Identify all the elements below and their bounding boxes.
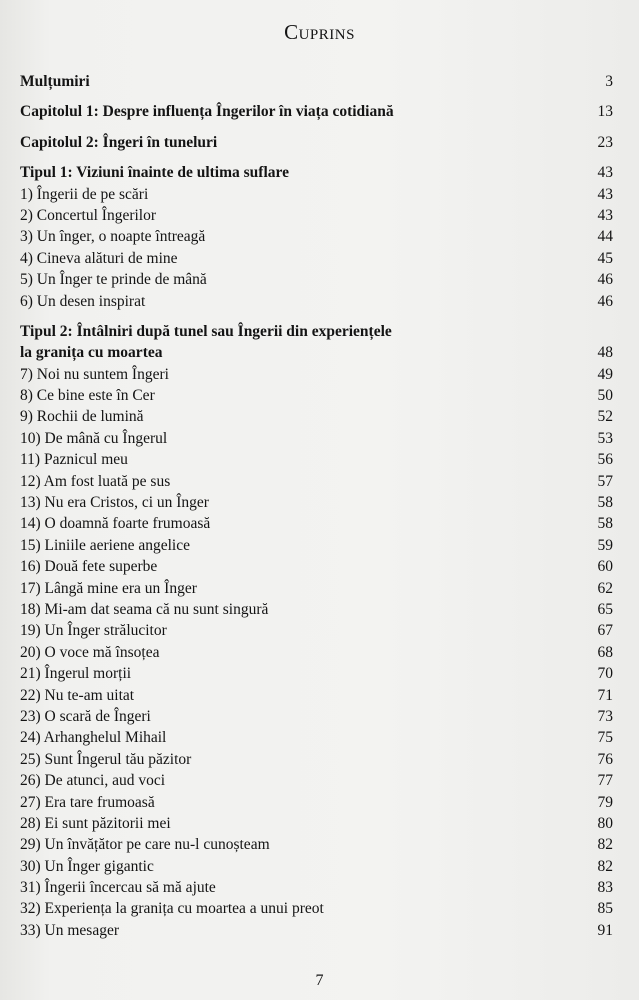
toc-entry	[20, 385, 613, 406]
toc-entry-title: Mulțumiri	[20, 73, 90, 90]
toc-entry	[20, 556, 613, 577]
toc-entry-title: 29) Un învățător pe care nu-l cunoșteam	[20, 836, 270, 854]
toc-entry-title: 22) Nu te-am uitat	[20, 686, 135, 704]
toc-entry	[20, 856, 613, 877]
toc-entry-page: 85	[597, 900, 613, 918]
toc-entry-page: 82	[597, 857, 613, 875]
toc-entry	[20, 535, 613, 556]
toc-entry	[20, 269, 613, 290]
toc-entry-page: 44	[597, 228, 613, 246]
toc-entry-title: 33) Un mesager	[20, 921, 119, 939]
toc-entry-title: 2) Concertul Îngerilor	[20, 206, 157, 224]
toc-entry-title: 18) Mi-am dat seama că nu sunt singură	[20, 600, 269, 618]
toc-entry-page: 65	[597, 600, 613, 618]
toc-entry	[20, 428, 613, 449]
toc-entry	[20, 71, 613, 92]
toc-entry-page: 56	[597, 451, 613, 469]
toc-entry-title: 25) Sunt Îngerul tău păzitor	[20, 750, 192, 768]
toc-entry-title: 26) De atunci, aud voci	[20, 772, 166, 790]
toc-entry-page: 79	[597, 793, 613, 811]
toc-entry-title: 31) Îngerii încercau să mă ajute	[20, 879, 216, 897]
toc-entry-page: 52	[597, 408, 613, 426]
toc-entry	[20, 184, 613, 205]
toc-entry-page: 13	[597, 103, 613, 121]
toc-entry-title: Capitolul 1: Despre influența Îngerilor în viața cotidiană	[20, 103, 394, 121]
toc-entry	[20, 813, 613, 834]
page-number: 7	[315, 972, 324, 989]
toc-entry-page: 23	[597, 133, 613, 151]
toc-entry-page: 43	[597, 206, 613, 224]
toc-entry	[20, 162, 613, 183]
toc-entry	[20, 920, 613, 941]
toc-entry-page: 76	[597, 750, 613, 768]
toc-entry	[20, 834, 613, 855]
toc-entry	[20, 642, 613, 663]
toc-entry-page: 62	[597, 579, 613, 597]
toc-entry-title: 28) Ei sunt păzitorii mei	[20, 814, 171, 832]
toc-entry-page: 73	[597, 707, 613, 725]
toc-entry-page: 60	[597, 558, 613, 576]
toc-entry-page: 57	[597, 472, 613, 490]
toc-entry	[20, 291, 613, 312]
toc-entry	[20, 101, 613, 122]
toc-entry	[20, 727, 613, 748]
toc-entry	[20, 471, 613, 492]
toc-entry-title: 4) Cineva alături de mine	[20, 249, 178, 267]
toc-entry	[20, 792, 613, 813]
toc-entry	[20, 132, 613, 153]
toc-entry-title: 1) Îngerii de pe scări	[20, 185, 149, 203]
toc-entry-page: 70	[597, 665, 613, 683]
toc-entry-page: 80	[597, 814, 613, 832]
toc-entry-page: 43	[597, 164, 613, 182]
toc-entry	[20, 877, 613, 898]
toc-entry-title: 3) Un înger, o noapte întreagă	[20, 228, 206, 246]
toc-entry-page: 43	[597, 185, 613, 203]
toc-entry-title: 30) Un Înger gigantic	[20, 857, 154, 875]
toc-entry-title: 6) Un desen inspirat	[20, 292, 146, 310]
toc-entry	[20, 898, 613, 919]
toc-entry-title: 17) Lângă mine era un Înger	[20, 579, 197, 597]
toc-entry	[20, 513, 613, 534]
toc-entry-page: 91	[597, 921, 613, 939]
toc-entry	[20, 620, 613, 641]
toc-entry	[20, 578, 613, 599]
toc-entry-page: 75	[597, 729, 613, 747]
toc-entry	[20, 749, 613, 770]
toc-entry-page: 83	[597, 879, 613, 897]
toc-entry-page: 71	[597, 686, 613, 704]
toc-entry-page: 59	[597, 536, 613, 554]
toc-entry	[20, 406, 613, 427]
toc-entry-page: 77	[597, 772, 613, 790]
toc-entry-page: 68	[597, 643, 613, 661]
toc-entry-title: 32) Experiența la granița cu moartea a unui preot	[20, 900, 324, 918]
toc-entry-page: 46	[597, 292, 613, 310]
toc-entry	[20, 685, 613, 706]
toc-entry	[20, 205, 613, 226]
toc-entry-page: 46	[597, 271, 613, 289]
toc-entry-title: Tipul 2: Întâlniri după tunel sau Îngerii din experiențele	[20, 322, 392, 340]
toc-entry-page: 53	[597, 429, 613, 447]
toc-entry	[20, 770, 613, 791]
toc-entry-title: 8) Ce bine este în Cer	[20, 387, 155, 405]
toc-entry-title: 13) Nu era Cristos, ci un Înger	[20, 494, 209, 512]
toc-entry-title: 23) O scară de Îngeri	[20, 707, 151, 725]
toc-entry-title: 5) Un Înger te prinde de mână	[20, 271, 207, 289]
toc-entry-title: Capitolul 2: Îngeri în tuneluri	[20, 133, 218, 151]
toc-entry	[20, 248, 613, 269]
toc-entry-title: 12) Am fost luată pe sus	[20, 472, 171, 490]
toc-entry	[20, 706, 613, 727]
toc-entry-page: 50	[597, 387, 613, 405]
toc-entry	[20, 226, 613, 247]
toc-entry-title: 19) Un Înger strălucitor	[20, 622, 167, 640]
toc-entry-title: 15) Liniile aeriene angelice	[20, 536, 190, 554]
toc-entry-page: 67	[597, 622, 613, 640]
toc-entry-title: 10) De mână cu Îngerul	[20, 429, 168, 447]
toc-entry	[20, 364, 613, 385]
toc-entry-page: 3	[605, 73, 613, 90]
table-of-contents	[20, 62, 613, 941]
toc-entry-page: 48	[597, 344, 613, 362]
toc-entry	[20, 342, 613, 363]
toc-entry-title: la granița cu moartea	[20, 344, 163, 362]
toc-entry-title: 24) Arhanghelul Mihail	[20, 729, 167, 747]
toc-entry	[20, 321, 613, 342]
toc-entry-title: 27) Era tare frumoasă	[20, 793, 155, 811]
toc-entry-page: 49	[597, 365, 613, 383]
toc-entry-title: 21) Îngerul morții	[20, 665, 132, 683]
toc-entry-title: 20) O voce mă însoțea	[20, 643, 160, 661]
toc-entry-page: 45	[597, 249, 613, 267]
page-title: Cuprins	[284, 20, 355, 44]
toc-entry-title: Tipul 1: Viziuni înainte de ultima suflare	[20, 164, 290, 182]
toc-entry-page: 58	[597, 494, 613, 512]
toc-entry-title: 16) Două fete superbe	[20, 558, 158, 576]
toc-entry	[20, 492, 613, 513]
toc-entry-title: 7) Noi nu suntem Îngeri	[20, 365, 169, 383]
toc-entry	[20, 663, 613, 684]
toc-entry-page: 82	[597, 836, 613, 854]
toc-entry-page: 58	[597, 515, 613, 533]
toc-entry-title: 14) O doamnă foarte frumoasă	[20, 515, 211, 533]
toc-entry	[20, 449, 613, 470]
toc-entry	[20, 599, 613, 620]
toc-entry-title: 11) Paznicul meu	[20, 451, 128, 469]
toc-entry-title: 9) Rochii de lumină	[20, 408, 144, 426]
